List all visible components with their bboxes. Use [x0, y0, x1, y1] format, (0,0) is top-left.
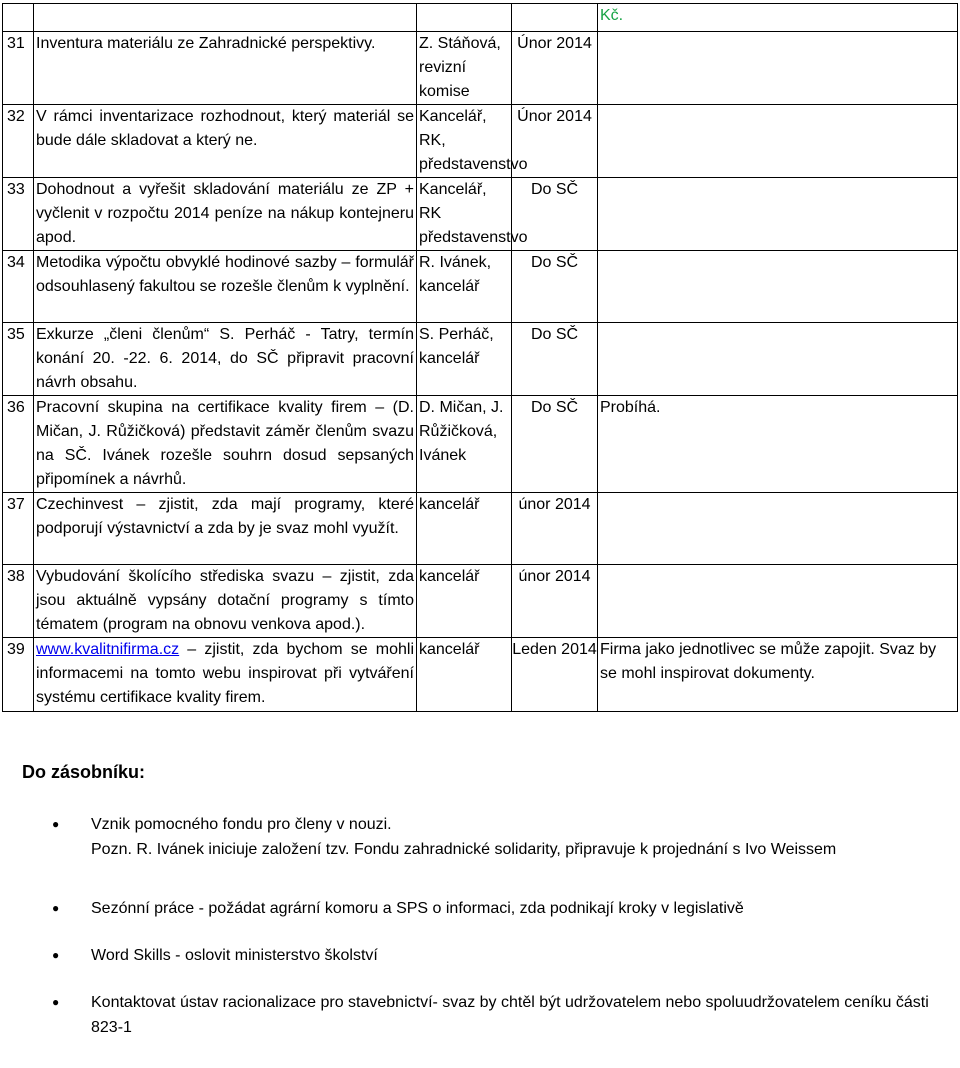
task-text: Inventura materiálu ze Zahradnické perspektivy. — [36, 35, 376, 52]
row-number: 35 — [3, 323, 34, 396]
note — [598, 105, 958, 178]
kvalitnifirma-link[interactable]: www.kvalitnifirma.cz — [36, 641, 180, 658]
table-row — [3, 638, 958, 712]
task-text: Dohodnout a vyřešit skladování materiálu ze ZP + vyčlenit v rozpočtu 2014 peníze na nákup kontejneru apod. — [36, 181, 414, 246]
row-number: 33 — [3, 178, 34, 251]
task-text: Exkurze „členi členům“ S. Perháč - Tatry, termín konání 20. -22. 6. 2014, do SČ připravit pracovní návrh obsahu. — [36, 326, 414, 391]
responsible: Kancelář, RK, představenstvo — [417, 105, 512, 178]
task-text: Pracovní skupina na certifikace kvality firem – (D. Mičan, J. Růžičková) představit záměr členům svazu na SČ. Ivánek rozešle souhrn dosud sepsaných připomínek a návrhů. — [36, 399, 414, 488]
note — [598, 251, 958, 323]
row-number: 32 — [3, 105, 34, 178]
deadline: Leden 2014 — [512, 638, 598, 712]
task-text: Czechinvest – zjistit, zda mají programy, které podporují výstavnictví a zda by je svaz mohl využít. — [36, 496, 414, 537]
note: Firma jako jednotlivec se může zapojit. Svaz by se mohl inspirovat dokumenty. — [598, 638, 958, 712]
table-row — [3, 323, 958, 396]
note — [598, 323, 958, 396]
deadline: Únor 2014 — [512, 105, 598, 178]
row-number: 39 — [3, 638, 34, 712]
deadline: Do SČ — [512, 178, 598, 251]
note: Probíhá. — [598, 396, 958, 493]
table-row — [3, 251, 958, 323]
task-text: V rámci inventarizace rozhodnout, který materiál se bude dále skladovat a který ne. — [36, 108, 414, 149]
list-item-note: Pozn. R. Ivánek iniciuje založení tzv. Fondu zahradnické solidarity, připravuje k projednání s Ivo Weissem — [91, 841, 837, 858]
row-number: 34 — [3, 251, 34, 323]
table-row — [3, 493, 958, 565]
list-item — [52, 812, 932, 862]
responsible: Kancelář, RK představenstvo — [417, 178, 512, 251]
list-item — [52, 896, 932, 921]
list-item — [52, 943, 932, 968]
responsible: kancelář — [417, 638, 512, 712]
backlog-heading: Do zásobníku: — [22, 762, 146, 782]
list-item-text: ● Kontaktovat ústav racionalizace pro stavebnictví- svaz by chtěl být udržovatelem nebo spoluudržovatelem ceníku části 823-1 — [91, 994, 929, 1036]
task-text: Vybudování školícího střediska svazu – zjistit, zda jsou aktuálně vypsány dotační programy s tímto tématem (program na obnovu venkova apod.). — [36, 568, 414, 633]
task-table — [2, 3, 958, 712]
deadline: Do SČ — [512, 323, 598, 396]
responsible: D. Mičan, J. Růžičková, Ivánek — [417, 396, 512, 493]
table-header-row — [3, 4, 958, 32]
row-number: 37 — [3, 493, 34, 565]
task-text: – zjistit, zda bychom se mohli informacemi na tomto webu inspirovat při vytváření systému certifikace kvality firem. — [36, 641, 414, 706]
task-text: Metodika výpočtu obvyklé hodinové sazby – formulář odsouhlasený fakultou se rozešle členům k vyplnění. — [36, 254, 414, 295]
list-item-text: ● Sezónní práce - požádat agrární komoru a SPS o informaci, zda podnikají kroky v legislativě — [91, 900, 744, 917]
note — [598, 32, 958, 105]
responsible: kancelář — [417, 493, 512, 565]
deadline: Do SČ — [512, 251, 598, 323]
responsible: Z. Stáňová, revizní komise — [417, 32, 512, 105]
list-item — [52, 990, 932, 1040]
list-item-text: ● Vznik pomocného fondu pro členy v nouzi. — [91, 816, 392, 833]
table-row — [3, 178, 958, 251]
deadline: Únor 2014 — [512, 32, 598, 105]
row-number: 38 — [3, 565, 34, 638]
responsible: R. Ivánek, kancelář — [417, 251, 512, 323]
currency-label: Kč. — [600, 7, 624, 24]
row-number: 36 — [3, 396, 34, 493]
table-row — [3, 32, 958, 105]
note — [598, 178, 958, 251]
deadline: únor 2014 — [512, 565, 598, 638]
list-item-text: ● Word Skills - oslovit ministerstvo školství — [91, 947, 378, 964]
table-row — [3, 565, 958, 638]
note — [598, 493, 958, 565]
responsible: S. Perháč, kancelář — [417, 323, 512, 396]
table-row — [3, 105, 958, 178]
responsible: kancelář — [417, 565, 512, 638]
row-number: 31 — [3, 32, 34, 105]
deadline: únor 2014 — [512, 493, 598, 565]
deadline: Do SČ — [512, 396, 598, 493]
backlog-list — [52, 812, 932, 1040]
table-row — [3, 396, 958, 493]
note — [598, 565, 958, 638]
